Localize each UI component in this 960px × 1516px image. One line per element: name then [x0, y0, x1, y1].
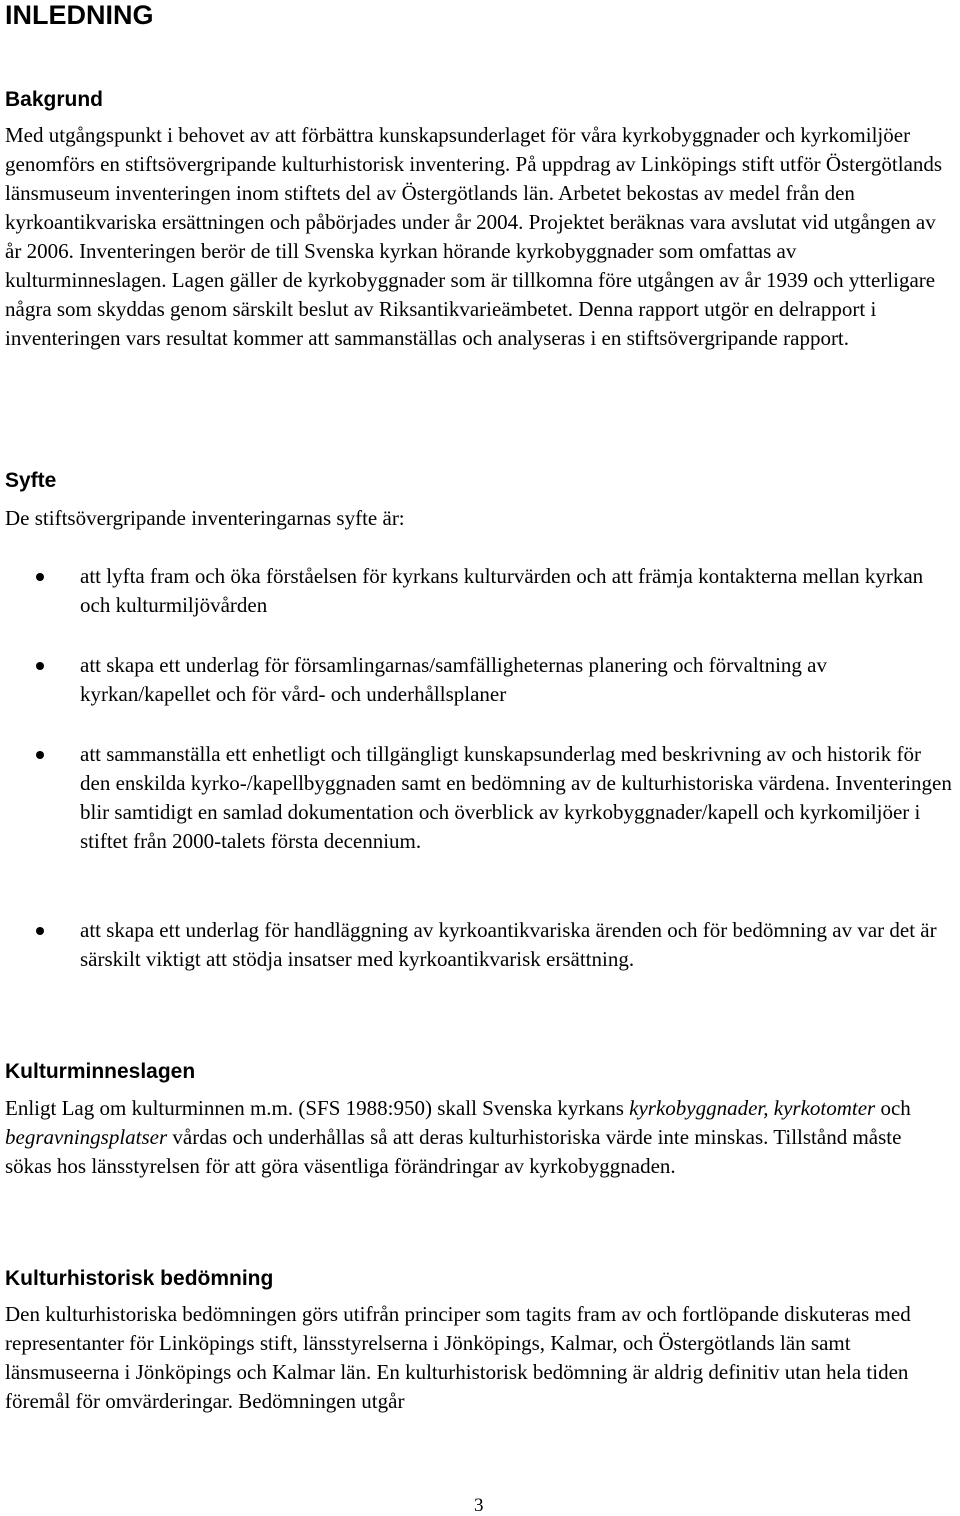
paragraph-syfte-intro: De stiftsövergripande inventeringarnas syfte är: — [5, 506, 405, 530]
list-item-text: att skapa ett underlag för församlingarnas/samfälligheternas planering och förvaltning av kyrkan/kapellet och för vård- och underhållsplaner — [80, 653, 827, 706]
italic-term: kyrkobyggnader, — [629, 1096, 769, 1120]
bullet-icon — [36, 573, 44, 581]
bullet-icon — [36, 662, 44, 670]
heading-kulturminneslagen: Kulturminneslagen — [5, 1060, 196, 1083]
heading-syfte: Syfte — [5, 469, 57, 492]
heading-kulturhistorisk-bedomning: Kulturhistorisk bedömning — [5, 1267, 274, 1290]
bullet-icon — [36, 751, 44, 759]
list-item-text: att lyfta fram och öka förståelsen för kyrkans kulturvärden och att främja kontakterna mellan kyrkan och kulturmiljövården — [80, 564, 924, 617]
heading-bakgrund: Bakgrund — [5, 88, 104, 111]
list-item-text: att sammanställa ett enhetligt och tillgängligt kunskapsunderlag med beskrivning av och historik för den enskilda kyrko-/kapellbyggnaden samt en bedömning av de kulturhistoriska värdena. Inventeringen blir samtidigt en samlad dokumentation och överblick av kyrkobyggnader/kapell och kyrkomiljöer i stiftet från 2000-talets första decennium. — [80, 742, 952, 853]
page-number: 3 — [474, 1495, 484, 1516]
paragraph-kulturhistorisk-bedomning: Den kulturhistoriska bedömningen görs utifrån principer som tagits fram av och fortlöpande diskuteras med representanter för Linköpings stift, länsstyrelserna i Jönköpings, Kalmar, och Östergötlands län samt länsmuseerna i Jönköpings och Kalmar län. En kulturhistorisk bedömning är aldrig definitiv utan hela tiden föremål för omvärderingar. Bedömningen utgår — [5, 1302, 911, 1413]
text-run: Enligt Lag om kulturminnen m.m. (SFS 1988:950) skall Svenska kyrkans — [5, 1096, 630, 1120]
italic-term: kyrkotomter — [773, 1096, 876, 1120]
list-item-text: att skapa ett underlag för handläggning av kyrkoantikvariska ärenden och för bedömning av var det är särskilt viktigt att stödja insatser med kyrkoantikvarisk ersättning. — [80, 918, 937, 971]
text-run: och — [875, 1096, 911, 1120]
paragraph-bakgrund: Med utgångspunkt i behovet av att förbättra kunskapsunderlaget för våra kyrkobyggnader och kyrkomiljöer genomförs en stiftsövergripande kulturhistorisk inventering. På uppdrag av Linköpings stift utför Östergötlands länsmuseum inventeringen inom stiftets del av Östergötlands län. Arbetet bekostas av medel från den kyrkoantikvariska ersättningen och påbörjades under år 2004. Projektet beräknas vara avslutat vid utgången av år 2006. Inventeringen berör de till Svenska kyrkan hörande kyrkobyggnader som omfattas av kulturminneslagen. Lagen gäller de kyrkobyggnader som är tillkomna före utgången av år 1939 och ytterligare några som skyddas genom särskilt beslut av Riksantikvarieämbetet. Denna rapport utgör en delrapport i inventeringen vars resultat kommer att sammanställas och analyseras i en stiftsövergripande rapport. — [5, 123, 943, 350]
paragraph-kulturminneslagen — [5, 1094, 953, 1181]
page-title: INLEDNING — [5, 0, 154, 30]
text-run: vårdas och underhållas så att deras kulturhistoriska värde inte minskas. Tillstånd måste sökas hos länsstyrelsen för att göra väsentliga förändringar av kyrkobyggnaden. — [5, 1125, 902, 1178]
italic-term: begravningsplatser — [5, 1125, 168, 1149]
bullet-icon — [36, 927, 44, 935]
